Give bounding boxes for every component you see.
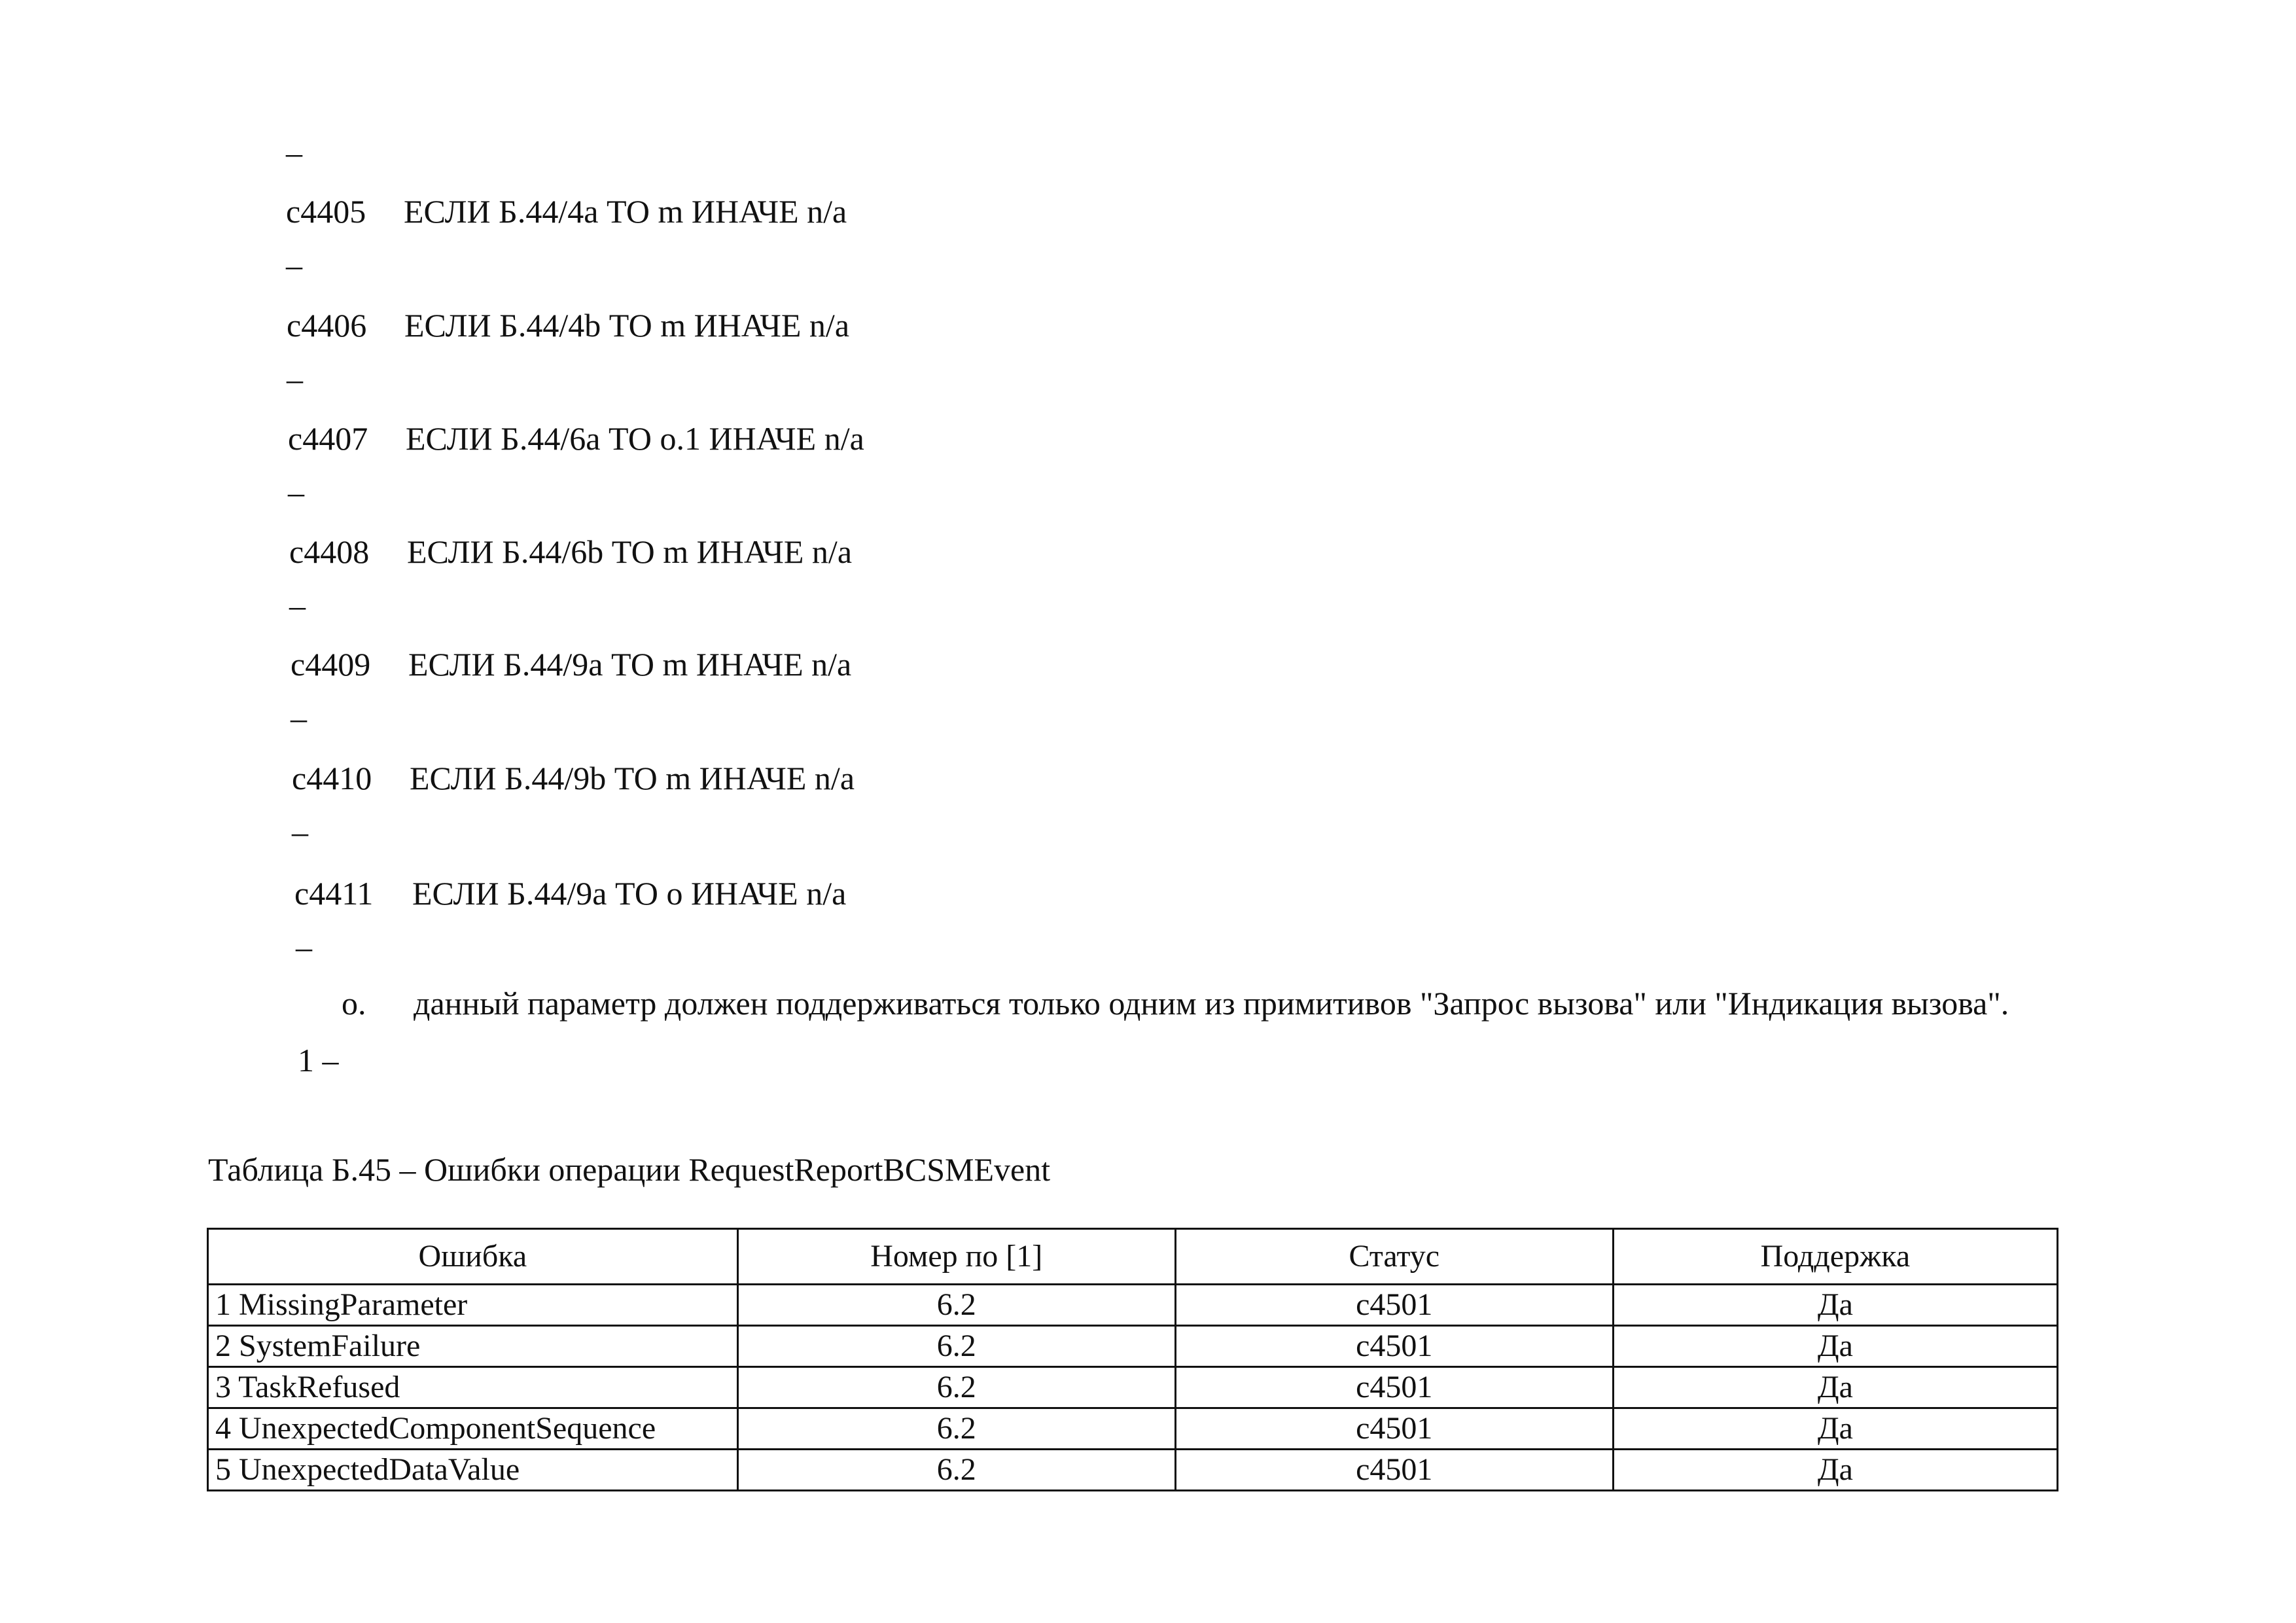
condition-code: c4408 [289,533,370,570]
dash-separator: – [286,134,302,171]
note-paragraph [342,987,2009,1020]
condition-row [291,648,851,681]
condition-text: ЕСЛИ Б.44/9a ТО o ИНАЧЕ n/a [412,875,847,912]
dash-separator: – [288,474,304,510]
dash-separator: – [296,929,312,965]
condition-code: c4405 [286,193,366,230]
cell-support: Да [1613,1285,2057,1326]
cell-number: 6.2 [737,1326,1175,1367]
note-marker: o. [342,985,366,1022]
condition-code: c4407 [288,420,368,457]
cell-status: c4501 [1175,1285,1613,1326]
table-row [208,1408,2058,1450]
table-header-row [208,1229,2058,1285]
condition-row [289,535,852,568]
cell-status: c4501 [1175,1367,1613,1408]
cell-support: Да [1613,1450,2057,1491]
condition-text: ЕСЛИ Б.44/9a ТО m ИНАЧЕ n/a [408,646,852,683]
condition-text: ЕСЛИ Б.44/4b ТО m ИНАЧЕ n/a [404,307,850,344]
header-error: Ошибка [208,1229,738,1285]
condition-row [287,309,849,342]
cell-support: Да [1613,1408,2057,1450]
condition-text: ЕСЛИ Б.44/9b ТО m ИНАЧЕ n/a [410,760,855,796]
cell-support: Да [1613,1326,2057,1367]
dash-separator: – [291,700,307,736]
cell-error: 3 TaskRefused [208,1367,738,1408]
condition-code: c4411 [294,875,374,912]
note-text: данный параметр должен поддерживаться только одним из примитивов "Запрос вызова" или "Индикация вызова". [414,985,2009,1022]
dash-separator: – [287,361,303,397]
dash-separator: – [286,247,302,283]
condition-row [292,762,855,794]
dash-separator: – [292,813,308,850]
condition-code: c4406 [287,307,367,344]
header-number: Номер по [1] [737,1229,1175,1285]
condition-code: c4409 [291,646,371,683]
cell-number: 6.2 [737,1285,1175,1326]
dash-separator: – [289,587,306,624]
table-row [208,1367,2058,1408]
condition-text: ЕСЛИ Б.44/4a ТО m ИНАЧЕ n/a [404,193,847,230]
condition-text: ЕСЛИ Б.44/6a ТО o.1 ИНАЧЕ n/a [406,420,864,457]
cell-support: Да [1613,1367,2057,1408]
cell-number: 6.2 [737,1450,1175,1491]
table-caption: Таблица Б.45 – Ошибки операции RequestReportBCSMEvent [208,1151,1051,1188]
cell-number: 6.2 [737,1408,1175,1450]
cell-status: c4501 [1175,1450,1613,1491]
table-row [208,1326,2058,1367]
condition-row [294,877,846,910]
footnote-label: 1 – [298,1042,339,1079]
header-status: Статус [1175,1229,1613,1285]
cell-status: c4501 [1175,1326,1613,1367]
cell-error: 1 MissingParameter [208,1285,738,1326]
condition-code: c4410 [292,760,372,796]
cell-number: 6.2 [737,1367,1175,1408]
cell-error: 4 UnexpectedComponentSequence [208,1408,738,1450]
cell-status: c4501 [1175,1408,1613,1450]
errors-table [207,1228,2058,1491]
cell-error: 2 SystemFailure [208,1326,738,1367]
cell-error: 5 UnexpectedDataValue [208,1450,738,1491]
condition-text: ЕСЛИ Б.44/6b ТО m ИНАЧЕ n/a [407,533,853,570]
condition-row [286,195,847,228]
table-row [208,1450,2058,1491]
condition-row [288,422,864,455]
header-support: Поддержка [1613,1229,2057,1285]
table-row [208,1285,2058,1326]
